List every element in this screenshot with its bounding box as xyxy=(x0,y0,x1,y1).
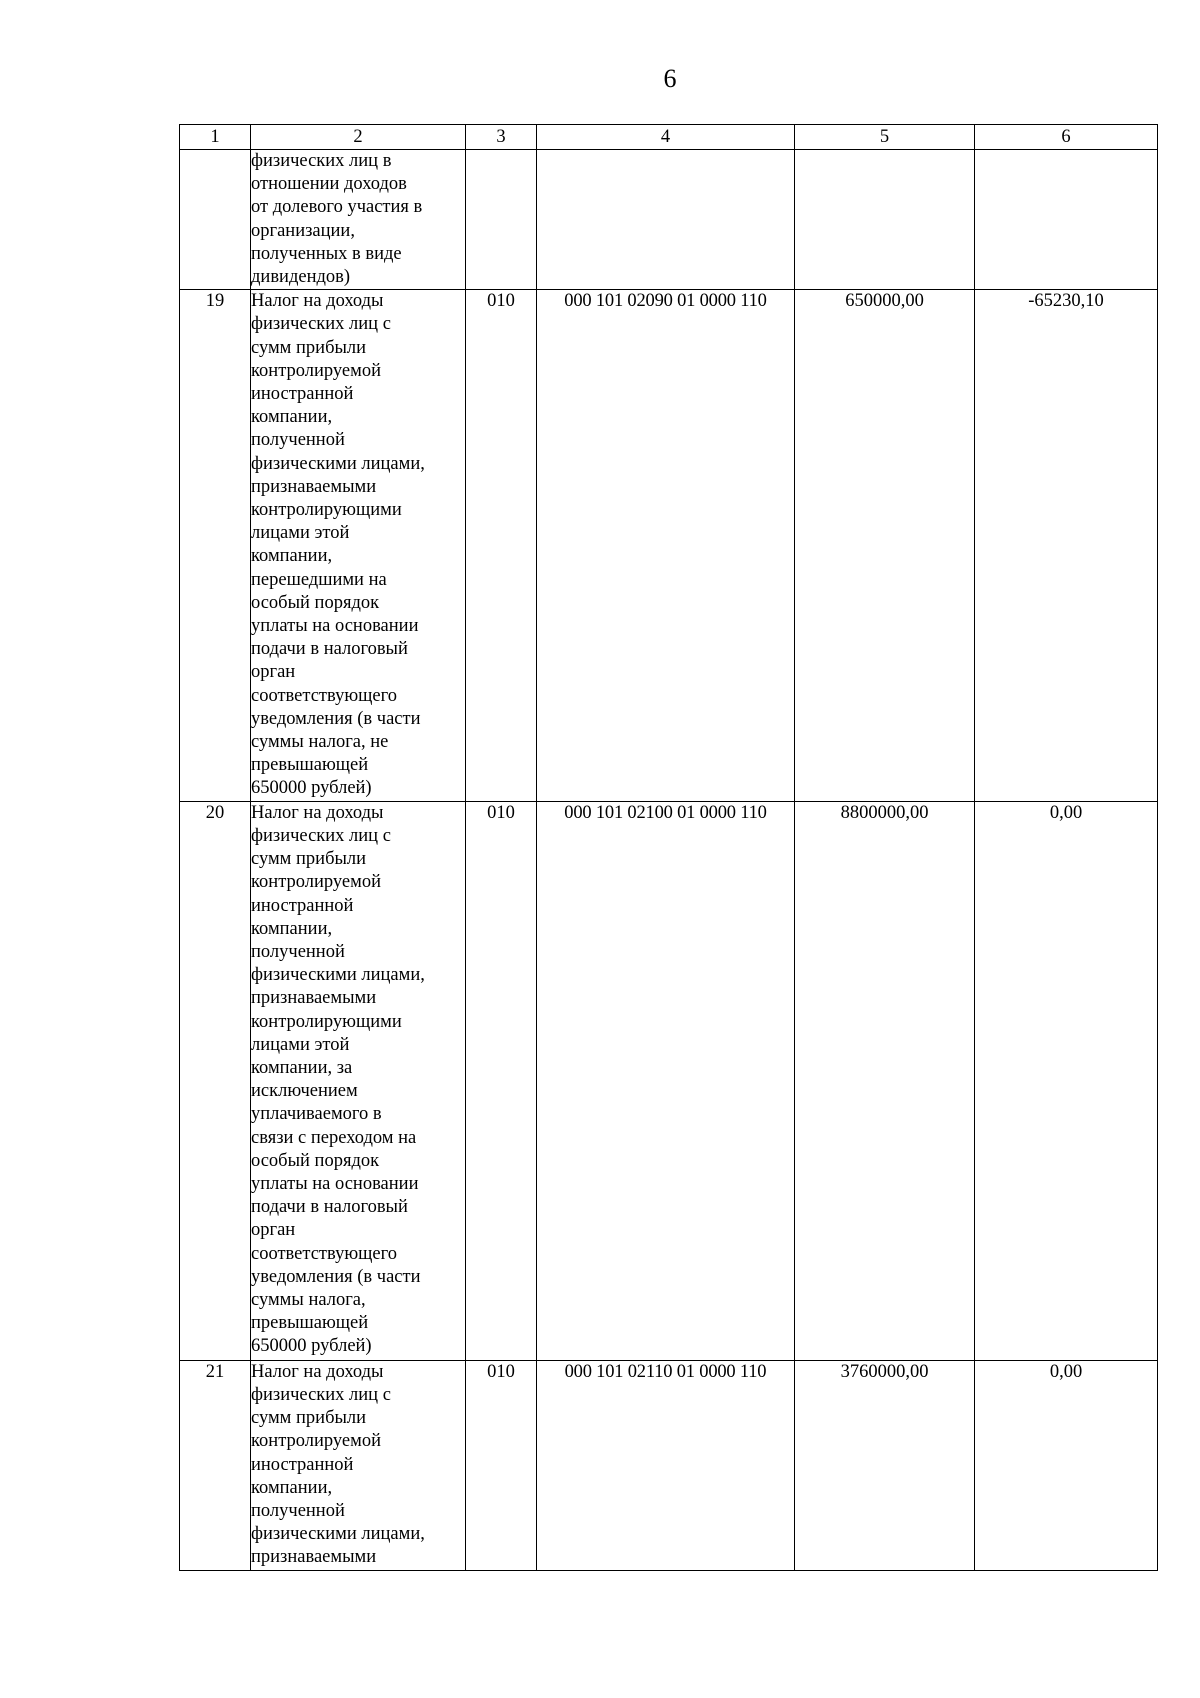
row-planned-value-cell: 650000,00 xyxy=(795,290,975,801)
page-number: 6 xyxy=(663,64,677,93)
row-number-cell: 19 xyxy=(180,290,251,801)
row-planned-value-cell xyxy=(795,150,975,290)
revenue-table xyxy=(179,124,1158,1571)
row-number-cell xyxy=(180,150,251,290)
table-row xyxy=(180,801,1158,1360)
column-header-1: 1 xyxy=(180,125,251,150)
table-row xyxy=(180,1360,1158,1570)
row-planned-value-cell: 8800000,00 xyxy=(795,801,975,1360)
row-code-cell: 010 xyxy=(466,801,537,1360)
column-header-3: 3 xyxy=(466,125,537,150)
column-header-2: 2 xyxy=(251,125,466,150)
table-row xyxy=(180,290,1158,801)
row-code-cell xyxy=(466,150,537,290)
row-budget-code-cell: 000 101 02100 01 0000 110 xyxy=(537,801,795,1360)
row-code-cell: 010 xyxy=(466,290,537,801)
row-description-cell: Налог на доходы физических лиц с сумм прибыли контролируемой иностранной компании, полученной физическими лицами, признаваемыми контролирующими лицами этой компании, перешедшими на особый порядок уплаты на основании подачи в налоговый орган соответствующего уведомления (в части суммы налога, не превышающей 650000 рублей) xyxy=(251,290,466,801)
table-row xyxy=(180,150,1158,290)
row-budget-code-cell xyxy=(537,150,795,290)
row-description-cell: Налог на доходы физических лиц с сумм прибыли контролируемой иностранной компании, полученной физическими лицами, признаваемыми контролирующими лицами этой компании, за исключением уплачиваемого в связи с переходом на особый порядок уплаты на основании подачи в налоговый орган соответствующего уведомления (в части суммы налога, превышающей 650000 рублей) xyxy=(251,801,466,1360)
row-executed-value-cell: 0,00 xyxy=(975,801,1158,1360)
row-executed-value-cell: -65230,10 xyxy=(975,290,1158,801)
column-header-4: 4 xyxy=(537,125,795,150)
row-description-cell: Налог на доходы физических лиц с сумм прибыли контролируемой иностранной компании, полученной физическими лицами, признаваемыми xyxy=(251,1360,466,1570)
row-executed-value-cell: 0,00 xyxy=(975,1360,1158,1570)
row-budget-code-cell: 000 101 02090 01 0000 110 xyxy=(537,290,795,801)
column-header-6: 6 xyxy=(975,125,1158,150)
row-number-cell: 20 xyxy=(180,801,251,1360)
row-executed-value-cell xyxy=(975,150,1158,290)
column-header-5: 5 xyxy=(795,125,975,150)
row-budget-code-cell: 000 101 02110 01 0000 110 xyxy=(537,1360,795,1570)
row-planned-value-cell: 3760000,00 xyxy=(795,1360,975,1570)
row-number-cell: 21 xyxy=(180,1360,251,1570)
row-code-cell: 010 xyxy=(466,1360,537,1570)
table-header-row xyxy=(180,125,1158,150)
row-description-cell: физических лиц в отношении доходов от долевого участия в организации, полученных в виде дивидендов) xyxy=(251,150,466,290)
